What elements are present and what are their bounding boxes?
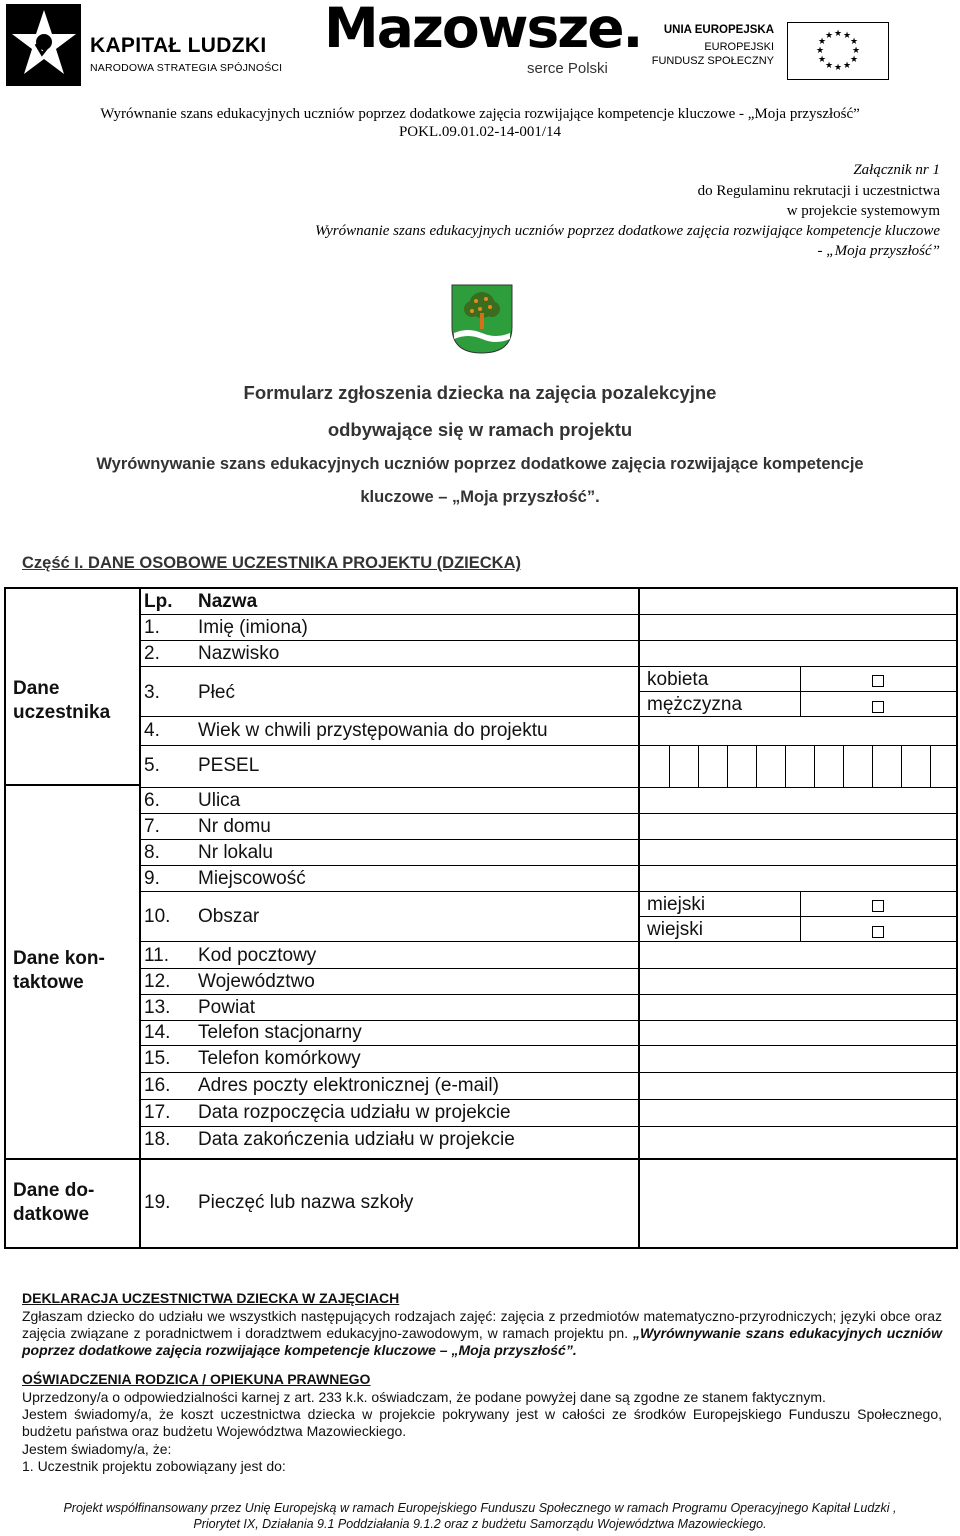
- form-title-line1: Formularz zgłoszenia dziecka na zajęcia pozalekcyjne: [243, 382, 717, 403]
- mazowsze-name: Mazowsze.: [324, 0, 642, 60]
- eu-line3: FUNDUSZ SPOŁECZNY: [651, 55, 774, 67]
- svg-text:★: ★: [824, 61, 834, 71]
- part-heading: Część I. DANE OSOBOWE UCZESTNIKA PROJEKTU (DZIECKA): [22, 554, 522, 572]
- statement-line4: 1. Uczestnik projektu zobowiązany jest do:: [22, 1458, 286, 1474]
- svg-text:★: ★: [833, 29, 843, 39]
- form-title-line3: Wyrównywanie szans edukacyjnych uczniów poprzez dodatkowe zajęcia rozwijające kompetencje: [96, 455, 864, 473]
- section-kontakt: Dane kon- taktowe: [13, 948, 105, 993]
- svg-text:★: ★: [842, 31, 852, 41]
- row-num: 8.: [144, 842, 160, 863]
- form-title-line2: odbywające się w ramach projektu: [327, 419, 633, 440]
- row-label: Data zakończenia udziału w projekcie: [198, 1129, 515, 1150]
- option-kobieta: kobieta: [647, 669, 709, 690]
- row-label: Kod pocztowy: [198, 945, 317, 966]
- row-label: Imię (imiona): [198, 617, 308, 638]
- attachment-line5: - „Moja przyszłość”: [817, 243, 940, 259]
- checkbox-mezczyzna[interactable]: [872, 701, 884, 713]
- svg-text:★: ★: [817, 55, 827, 65]
- footer-line2: Priorytet IX, Działania 9.1 Poddziałania 9.1.2 oraz z budżetu Samorządu Województwa Mazowieckiego.: [193, 1517, 767, 1531]
- row-num: 5.: [144, 755, 160, 776]
- row-label: Nazwisko: [198, 643, 280, 664]
- row-num: 1.: [144, 617, 160, 638]
- statement-heading: OŚWIADCZENIA RODZICA / OPIEKUNA PRAWNEGO: [22, 1371, 371, 1387]
- row-num: 7.: [144, 816, 160, 837]
- mazowsze-logo: [322, 0, 642, 82]
- eu-line1: UNIA EUROPEJSKA: [663, 24, 774, 36]
- project-code: POKL.09.01.02-14-001/14: [398, 124, 562, 140]
- form-title-line4: kluczowe – „Moja przyszłość”.: [360, 488, 600, 506]
- attachment-line1: Załącznik nr 1: [853, 162, 940, 178]
- row-label: Adres poczty elektronicznej (e-mail): [198, 1075, 499, 1096]
- row-label: Pieczęć lub nazwa szkoły: [198, 1192, 414, 1213]
- kapital-ludzki-logo: [6, 4, 296, 86]
- option-miejski: miejski: [647, 894, 706, 915]
- project-line: Wyrównanie szans edukacyjnych uczniów poprzez dodatkowe zajęcia rozwijające kompetencje kluczowe - „Moja przyszłość”: [100, 106, 860, 122]
- statement-line3: Jestem świadomy/a, że:: [22, 1441, 172, 1457]
- row-num: 19.: [144, 1192, 171, 1213]
- section-dodatkowe: Dane do- datkowe: [13, 1180, 95, 1225]
- row-label: Nr lokalu: [198, 842, 273, 863]
- svg-text:★: ★: [849, 37, 859, 47]
- row-label: PESEL: [198, 755, 260, 776]
- option-mezczyzna: mężczyzna: [647, 694, 743, 715]
- attachment-line3: w projekcie systemowym: [786, 203, 940, 219]
- svg-text:★: ★: [815, 46, 825, 56]
- kapital-ludzki-emblem-icon: [6, 4, 81, 86]
- col-name-header: Nazwa: [198, 591, 258, 612]
- attachment-line2: do Regulaminu rekrutacji i uczestnictwa: [697, 183, 940, 199]
- row-label: Wiek w chwili przystępowania do projektu: [198, 720, 548, 741]
- row-label: Ulica: [198, 790, 241, 811]
- row-num: 10.: [144, 906, 171, 927]
- svg-text:★: ★: [849, 55, 859, 65]
- statement-line1: Uprzedzony/a o odpowiedzialności karnej z art. 233 k.k. oświadczam, że podane powyżej dane są zgodne ze stanem faktycznym.: [22, 1389, 826, 1405]
- row-num: 14.: [144, 1022, 171, 1043]
- svg-text:★: ★: [824, 31, 834, 41]
- svg-text:★: ★: [851, 46, 861, 56]
- col-lp-header: Lp.: [144, 591, 173, 612]
- participant-form-table: [4, 587, 958, 1249]
- checkbox-miejski[interactable]: [872, 900, 884, 912]
- mazowsze-tagline: serce Polski: [527, 60, 608, 77]
- eu-line2: EUROPEJSKI: [704, 41, 774, 53]
- svg-text:★: ★: [842, 61, 852, 71]
- row-label: Telefon komórkowy: [198, 1048, 361, 1069]
- row-num: 4.: [144, 720, 160, 741]
- row-num: 12.: [144, 971, 171, 992]
- section-uczestnik: Dane uczestnika: [13, 678, 111, 723]
- row-num: 9.: [144, 868, 160, 889]
- row-label: Data rozpoczęcia udziału w projekcie: [198, 1102, 511, 1123]
- svg-text:★: ★: [817, 37, 827, 47]
- row-label: Województwo: [198, 971, 315, 992]
- kapital-ludzki-name: KAPITAŁ LUDZKI: [90, 34, 267, 57]
- attachment-line4: Wyrównanie szans edukacyjnych uczniów poprzez dodatkowe zajęcia rozwijające kompetencje kluczowe: [314, 223, 940, 239]
- row-label: Telefon stacjonarny: [198, 1022, 362, 1043]
- option-wiejski: wiejski: [647, 919, 703, 940]
- checkbox-wiejski[interactable]: [872, 926, 884, 938]
- row-label: Nr domu: [198, 816, 271, 837]
- eu-flag-icon: [787, 22, 889, 80]
- row-label: Miejscowość: [198, 868, 306, 889]
- footer-line1: Projekt współfinansowany przez Unię Europejską w ramach Europejskiego Funduszu Społecznego w ramach Programu Operacyjnego Kapitał Ludzki ,: [63, 1501, 897, 1515]
- row-label: Płeć: [198, 682, 235, 703]
- declaration-heading: DEKLARACJA UCZESTNICTWA DZIECKA W ZAJĘCIACH: [22, 1290, 400, 1306]
- row-num: 13.: [144, 997, 171, 1018]
- checkbox-kobieta[interactable]: [872, 675, 884, 687]
- row-num: 3.: [144, 682, 160, 703]
- row-label: Obszar: [198, 906, 260, 927]
- svg-text:★: ★: [833, 63, 843, 73]
- row-num: 18.: [144, 1129, 171, 1150]
- row-num: 17.: [144, 1102, 171, 1123]
- row-num: 11.: [144, 945, 170, 966]
- eu-logo: [651, 22, 958, 82]
- kapital-ludzki-tagline: NARODOWA STRATEGIA SPÓJNOŚCI: [90, 62, 283, 74]
- declaration-text: Zgłaszam dziecko do udziału we wszystkich następujących rodzajach zajęć: zajęcia z przedmiotów matematyczno-przyrodniczych; języki obce oraz zajęcia związane z poradnictwem i doradztwem edukacyjno-zawodowym, w ramach projektu pn. „Wyrównywanie szans edukacyjnych uczniów poprzez dodatkowe zajęcia rozwijające kompetencje kluczowe – „Moja przyszłość”.: [22, 1308, 943, 1358]
- row-num: 16.: [144, 1075, 171, 1096]
- statement-line2: Jestem świadomy/a, że koszt uczestnictwa dziecka w projekcie pokrywany jest w całości ze środków Europejskiego Funduszu Społecznego, budżetu państwa oraz budżetu Województwa Mazowieckiego.: [22, 1406, 942, 1439]
- row-num: 6.: [144, 790, 160, 811]
- row-label: Powiat: [198, 997, 256, 1018]
- row-num: 15.: [144, 1048, 171, 1069]
- row-num: 2.: [144, 643, 160, 664]
- coat-of-arms-icon: [450, 283, 514, 355]
